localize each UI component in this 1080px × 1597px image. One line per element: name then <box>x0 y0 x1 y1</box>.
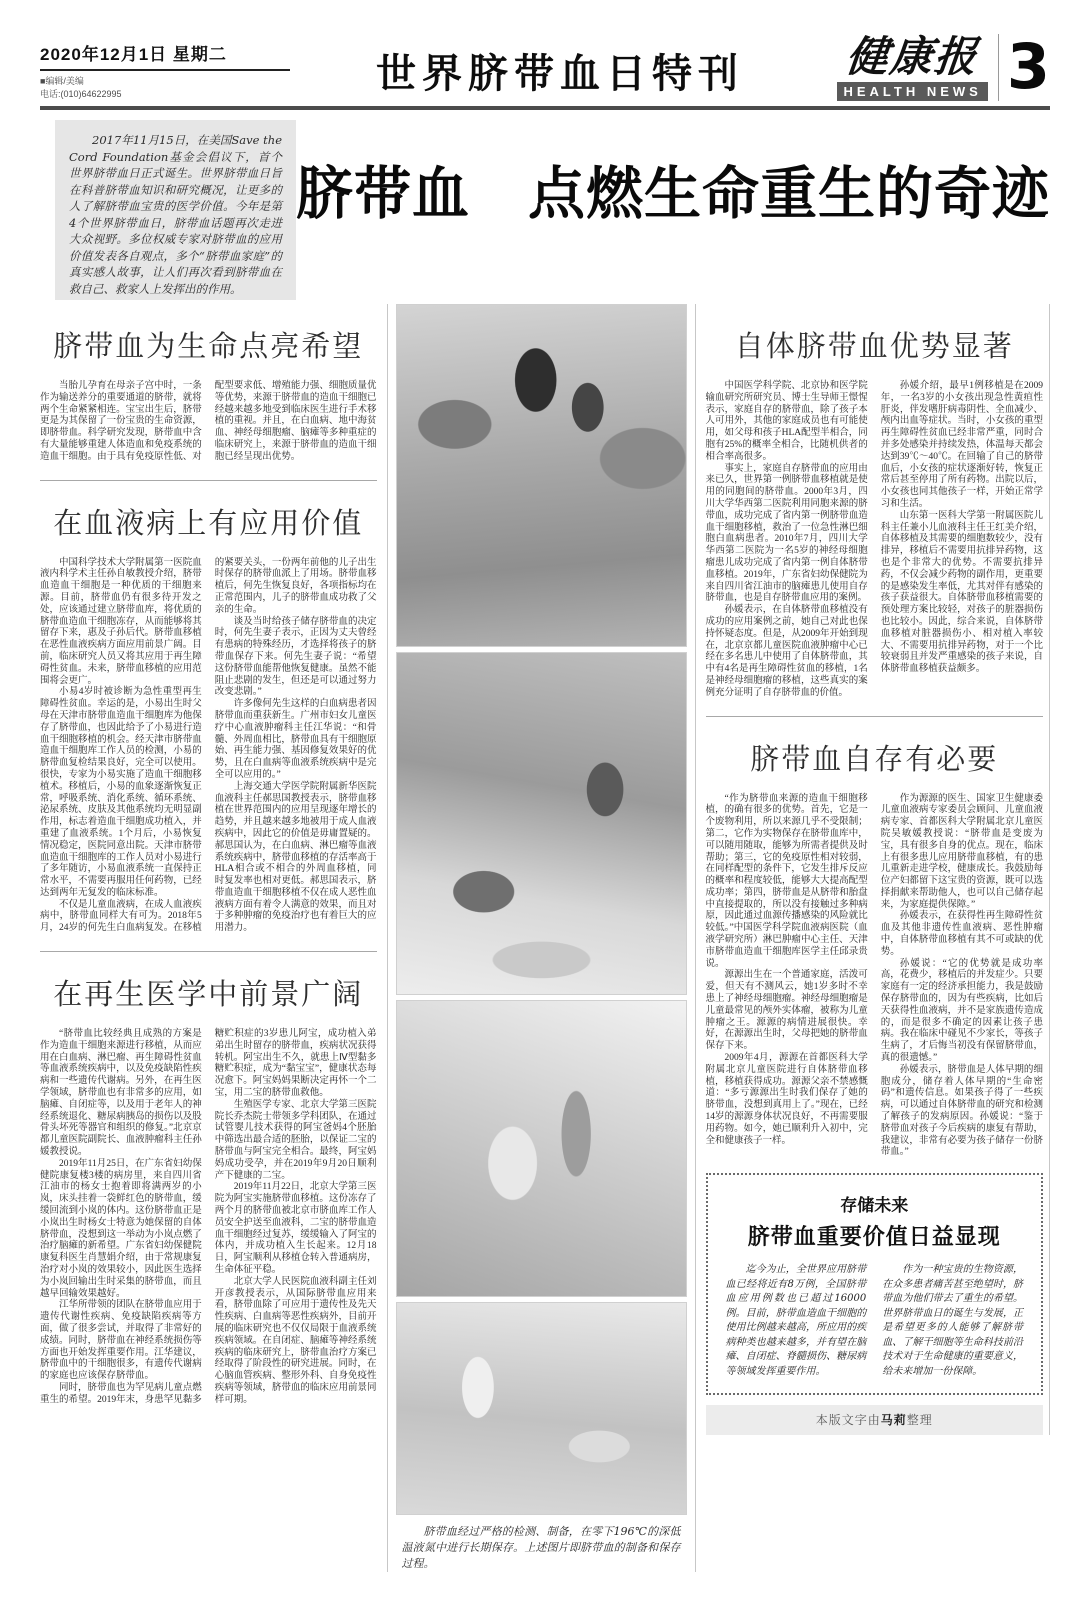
paragraph: 孙媛表示，脐带血是人体早期的细胞成分，储存着人体早期的“生命密码”和遗传信息。如果孩子得了一些疾病，可以通过自体脐带血的研究和检测了解孩子的发病原因。孙媛说：“鉴于脐带血对孩子今后疾病的康复有帮助，我建议，非常有必要为孩子储存一份脐带血。” <box>880 1064 1043 1158</box>
photo-technician-sample-rack <box>396 1000 687 1297</box>
edition-title: 世界脐带血日特刊 <box>376 51 744 97</box>
paragraph: 孙媛表示，在获得性再生障碍性贫血及其他非遗传性血液病、恶性肿瘤中，自体脐带血移植有其不可或缺的优势。 <box>880 911 1043 957</box>
credit-prefix: 本版文字由 <box>815 1413 881 1428</box>
promo-body <box>726 1263 1024 1379</box>
paragraph: 北京大学人民医院血液科副主任刘开彦教授表示，从国际脐带血应用来看，脐带血除了可应用于遗传性及先天性疾病、白血病等恶性疾病外，目前开展的临床研究也不仅仅局限于血液系统疾病领域。在自闭症、脑瘫等神经系统疾病的临床研究上，脐带血治疗方案已经取得了阶段性的研究进展。同时，在心脑血管疾病、整形外科、自身免疫性疾病等领域，脐带血的临床应用前景同样可期。 <box>214 1276 377 1405</box>
paragraph: 孙媛介绍，最早1例移植是在2009年，一名3岁的小女孩出现急性黄疸性肝炎，伴发嗜肝病毒阴性、全血减少、颅内出血等症状。当时，小女孩的重型再生障碍性贫血已经非常严重，同时合并多处感染并持续发热，体温每天都会达到39℃～40℃。在回输了自己的脐带血后，小女孩的症状逐渐好转，恢复正常后甚至停用了所有药物。出院以后，小女孩也同其他孩子一样，开始正常学习和生活。 <box>880 381 1043 509</box>
article-self-storage-body <box>706 794 1044 1160</box>
editor-line: ■编辑/美编 <box>40 76 84 86</box>
masthead-left <box>40 34 290 101</box>
paragraph: 中国医学科学院、北京协和医学院输血研究所研究员、博士生导师王憬惺表示，家庭自存的脐带血，除了孩子本人可用外，其他的家庭成员也有可能使用，如父母和孩子HLA配型半相合，同胞有25%的概率全相合，比随机供者的相合率高很多。 <box>705 381 868 462</box>
credit-suffix: 整理 <box>906 1413 933 1428</box>
article-regenerative <box>40 972 377 1407</box>
article-hope-body <box>40 381 377 464</box>
paragraph: 中国科学技术大学附属第一医院血液内科学术主任孙自敏教授介绍，脐带血造血干细胞是一种优质的干细胞来源。目前，脐带血仍有很多待开发之处，应该通过建立脐带血库，将优质的脐带血造血干细胞冻存，从而能够将其留存下来，惠及子孙后代。脐带血移植在恶性血液疾病方面应用前景广阔。目前，临床研究人员又将其应用于再生障碍性贫血。未来，脐带血移植的应用范围将会更广。 <box>40 557 202 686</box>
article-blood-disease <box>40 501 377 936</box>
paragraph: 作为一种宝贵的生物资源，在众多患者痛苦甚至绝望时，脐带血为他们带去了重生的希望。世界脐带血日的诞生与发展，正是希望更多的人能够了解脐带血、了解干细胞等生命科技前沿技术对于生命健康的重要意义，给未来增加一份保障。 <box>882 1264 1023 1377</box>
promo-box <box>706 1173 1044 1395</box>
left-column <box>40 304 377 1407</box>
column-layout <box>0 300 1080 1572</box>
paragraph: 江华所带领的团队在脐带血应用于遗传代谢性疾病、免疫缺陷疾病等方面，做了很多尝试，并取得了非常好的成绩。同时，脐带血在神经系统损伤等方面也开始发挥重要作用。江华建议，脐带血中的干细胞很多，有遗传代谢病的家庭也应该保存脐带血。 <box>40 1300 202 1382</box>
photo-lab-processing-records <box>396 652 687 995</box>
article-autologous-advantage <box>706 324 1044 700</box>
paragraph: 2019年11月22日，北京大学第三医院为阿宝实施脐带血移植。这份冻存了两个月的脐带血被北京市脐血库工作人员安全护送至血液科，二宝的脐带血造血干细胞经过复苏，缓缓输入了阿宝的体内，并成功植入生长起来。12月18日，阿宝顺利从移植仓转入普通病房，生命体征平稳。 <box>214 1182 377 1276</box>
headline-area <box>296 120 1050 300</box>
page-number: 3 <box>998 34 1050 101</box>
right-column <box>706 304 1051 1435</box>
paragraph: 小易4岁时被诊断为急性重型再生障碍性贫血。幸运的是，小易出生时父母在天津市脐带血造血干细胞库为他保存了脐带血，也因此给予了小易进行造血干细胞移植的机会。经天津市脐带血造血干细胞库工作人员的检测，小易的脐带血复检结果良好，完全可以使用。很快，专家为小易实施了造血干细胞移植术。移植后，小易的血象逐渐恢复正常，呼吸系统、消化系统、循环系统、泌尿系统、皮肤及其他系统均无明显副作用，标志着造血干细胞成功植入，并重建了血液系统。1个月后，小易恢复情况稳定，医院同意出院。天津市脐带血造血干细胞库的工作人员对小易进行了多年随访，小易血液系统一直保持正常水平，不需要再服用任何药物，已经达到两年无复发的临床标准。 <box>40 687 202 898</box>
photo-medical-team-cord-blood-bags <box>396 304 687 647</box>
promo-title-line2: 脐带血重要价值日益显现 <box>747 1225 1001 1251</box>
article-self-storage-title: 脐带血自存有必要 <box>750 741 999 776</box>
article-hope <box>40 324 377 464</box>
paragraph: 事实上，家庭自存脐带血的应用由来已久，世界第一例脐带血移植就是使用的同胞间的脐带血。2000年3月，四川大学华西第二医院利用同胞来源的脐带血，成功完成了省内第一例脐带血造血干细胞移植，救治了一位急性淋巴细胞白血病患者。2010年7月，四川大学华西第二医院为一名5岁的神经母细胞瘤患儿成功完成了省内第一例自体脐带血移植。2019年，广东省妇幼保健院为来自四川省江油市的脑瘫患儿使用自存脐带血，也是自存脐带血应用的案例。 <box>705 463 868 604</box>
masthead-right <box>830 30 1050 103</box>
paragraph: 山东第一医科大学第一附属医院儿科主任兼小儿血液科主任王红美介绍，自体移植及其需要的细胞数较少，没有排异，移植后不需要用抗排异药物，这也是个非常大的优势。不需要抗排异药，不仅会减少药物的副作用，更重要的是感染发生率低，尤其对伴有感染的孩子获益很大。自体脐带血移植需要的预处理方案比较轻，对孩子的脏器损伤也比较小。因此，综合来说，自体脐带血移植对脏器损伤小、相对植入率较大、不需要用抗排异药物，对于一个比较衰弱且并发严重感染的孩子来说，自体脐带血移植获益颇多。 <box>880 510 1043 675</box>
paragraph: “脐带血比较经典且成熟的方案是作为造血干细胞来源进行移植，从而应用在白血病、淋巴瘤、再生障碍性贫血等血液系统疾病中，以及免疫缺陷性疾病和一些遗传代谢病。另外，在再生医学领域，脐带血也有非常多的应用，如脑瘫、自闭症等，以及用于老年人的神经系统退化、糖尿病胰岛的损伤以及股骨头坏死等器官和组织的修复。”北京京都儿童医院副院长、血液肿瘤科主任孙媛教授说。 <box>40 1029 202 1158</box>
article-self-storage <box>706 737 1044 1160</box>
paragraph: 作为源源的医生、国家卫生健康委儿童血液病专家委员会顾问、儿童血液病专家、首都医科大学附属北京儿童医院吴敏媛教授说：“脐带血是变废为宝，具有很多自身的优点。现在，临床上有很多患儿应用脐带血移植，有的患儿重新走进学校，健康成长。我鼓励每位产妇都留下这宝贵的资源，既可以选择捐献来帮助他人，也可以自己储存起来，为家庭提供保障。” <box>880 793 1043 910</box>
paragraph: 孙媛表示，在自体脐带血移植没有成功的应用案例之前，她自己对此也保持怀疑态度。但是，从2009年开始到现在，北京京都儿童医院血液肿瘤中心已经在多名患儿中使用了自体脐带血，其中有4名是再生障碍性贫血的移植，1名是神经母细胞瘤的移植，这些真实的案例充分证明了自存脐带血的价值。 <box>705 605 868 698</box>
paragraph: 孙媛说：“它的优势就是成功率高，花费少，移植后的并发症少。只要家庭有一定的经济承担能力，我是鼓励保存脐带血的，因为有些疾病，比如后天获得性血液病，并不是家族遗传造成的，而是很多不确定的因素让孩子患病。我在临床中碰见不少家长，等孩子生病了，才后悔当初没有保留脐带血，真的很遗憾。” <box>880 958 1043 1064</box>
credit-name: 马莉 <box>880 1413 907 1428</box>
article-blood-disease-title: 在血液病上有应用价值 <box>53 505 364 540</box>
section-divider <box>706 716 1044 717</box>
photo-liquid-nitrogen-storage-room <box>396 1302 687 1515</box>
article-hope-title: 脐带血为生命点亮希望 <box>53 329 364 363</box>
photo-column <box>387 304 696 1572</box>
section-divider <box>40 951 377 952</box>
intro-box: 2017年11月15日，在美国Save the Cord Foundation基金会倡议下，首个世界脐带血日正式诞生。世界脐带血日旨在科普脐带血知识和研究概况，让更多的人了解脐带血宝贵的医学价值。今年是第4个世界脐带血日，脐带血话题再次走进大众视野。多位权威专家对脐带血的应用价值发表各自观点，多个“脐带血家庭”的真实感人故事，让人们再次看到脐带血在救自己、救家人上发挥出的作用。 <box>55 120 296 300</box>
paragraph: 2019年11月25日，在广东省妇幼保健院康复楼3楼的病房里，来自四川省江油市的杨女士抱着即将满两岁的小岚，床头挂着一袋鲜红色的脐带血，缓缓回流到小岚的体内。这份脐带血正是小岚出生时杨女士特意为她保留的自体脐带血，没想到这一举动为小岚点燃了治疗脑瘫的新希望。广东省妇幼保健院康复科医生肖慧娟介绍，由于常规康复治疗对小岚的效果较小，因此医生选择为小岚回输出生时采集的脐带血，而且越早回输效果越好。 <box>40 1158 202 1299</box>
issue-date: 2020年12月1日 星期二 <box>40 40 290 71</box>
credit-bar <box>706 1405 1044 1435</box>
masthead <box>0 0 1080 104</box>
paragraph: 上海交通大学医学院附属新华医院血液科主任郝思国教授表示，脐带血移植在世界范围内的应用呈现逐年增长的趋势，并且越来越多地被用于成人血液疾病中，因此它的价值是毋庸置疑的。郝思国认为，在白血病、淋巴瘤等血液系统疾病中，脐带血移植的存活率高于HLA相合或不相合的外周血移植，同时复发率也相对更低。郝思国表示，脐带血造血干细胞移植不仅在成人恶性血液病方面有着令人满意的效果，而且对于多种肿瘤的免疫治疗也有着巨大的应用潜力。 <box>214 781 377 934</box>
promo-title-line1: 存储未来 <box>840 1196 909 1217</box>
main-headline: 脐带血 点燃生命重生的奇迹 <box>296 161 1050 227</box>
paragraph: 同时，脐带血也为罕见病儿童点燃重生的希望。2019年末，身患罕见黏多糖贮积症的3岁患儿阿宝，成功植入弟弟出生时留存的脐带血，疾病状况获得转机。阿宝出生不久，就患上Ⅳ型黏多糖贮积症，成为“黏宝宝”，健康状态每况愈下。阿宝妈妈果断决定再怀一个二宝，用二宝的脐带血救他。 <box>40 1029 377 1405</box>
paragraph: 许多像何先生这样的白血病患者因脐带血而重获新生。广州市妇女儿童医疗中心血液肿瘤科主任江华说：“和骨髓、外周血相比，脐带血具有干细胞原始、再生能力强、基因修复效果好的优势，且在白血病等血液系统疾病中是完全可以应用的。” <box>214 699 377 780</box>
article-blood-disease-body <box>40 558 377 936</box>
paragraph: 源源出生在一个普通家庭，活泼可爱，但天有不测风云，她1岁多时不幸患上了神经母细胞瘤。神经母细胞瘤是儿童最常见的颅外实体瘤，被称为儿童肿瘤之王。源源的病情进展很快。幸好，在源源出生时，父母把她的脐带血保存下来。 <box>705 970 868 1052</box>
article-regenerative-body <box>40 1029 377 1407</box>
phone-line: 电话:(010)64622995 <box>40 89 122 99</box>
paragraph: “作为脐带血来源的造血干细胞移植，的确有很多的优势。首先，它是一个废物利用，所以来源几乎不受限制；第二，它作为实物保存在脐带血库中，可以随用随取，能够为所需者提供及时帮助；第三，它的免疫原性相对较弱，在同样配型的条件下，它发生排斥反应的概率和程度较低，能够大大提高配型成功率；第四，脐带血是从脐带和胎盘中直接提取的，所以没有接触过多种病原，因此通过血源传播感染的风险就比较低。”中国医学科学院血液病医院（血液学研究所）淋巴肿瘤中心主任、天津市脐带血造血干细胞库医学主任邱录贵说。 <box>705 793 868 969</box>
paragraph: 谈及当时给孩子储存脐带血的决定时，何先生妻子表示，正因为丈夫曾经有患病的特殊经历，才选择将孩子的脐带血保存下来。何先生妻子说：“希望这份脐带血能帮他恢复健康。虽然不能阻止悲剧的发生，但还是可以通过努力改变悲剧。” <box>214 616 377 698</box>
brand-logo: 健康报 <box>844 32 982 81</box>
paragraph: 2009年4月，源源在首都医科大学附属北京儿童医院进行自体脐带血移植，移植获得成功。源源父亲不禁感慨道：“多亏源源出生时我们保存了她的脐带血，没想到真用上了。”现在，已经14岁的源源身体状况良好，不再需要服用药物。如今，她已顺利升入初中，完全和健康孩子一样。 <box>705 1053 868 1146</box>
top-zone <box>0 110 1080 300</box>
brand-block <box>837 34 995 101</box>
article-regenerative-title: 在再生医学中前景广阔 <box>53 977 364 1012</box>
paragraph: 迄今为止，全世界应用脐带血已经将近有8万例，全国脐带血应用例数也已超过16000例。目前，脐带血造血干细胞的使用比例越来越高，所应用的疾病种类也越来越多，并有望在脑瘫、自闭症、脊髓损伤、糖尿病等领域发挥重要作用。 <box>725 1264 867 1377</box>
brand-english-bar: HEALTH NEWS <box>837 82 987 101</box>
paragraph: 当胎儿孕育在母亲子宫中时，一条作为输送养分的重要通道的脐带，就将两个生命紧紧相连。宝宝出生后，脐带更是为其保留了一份宝贵的生命资源，即脐带血。科学研究发现，脐带血中含有大量能够重建人体造血和免疫系统的造血干细胞。由于具有免疫原性低、对配型要求低、增殖能力强、细胞质量优等优势，来源于脐带血的造血干细胞已经越来越多地受到临床医生进行手术移植的重视。并且，在白血病、地中海贫血、神经母细胞瘤、脑瘫等多种重症的临床研究上，来源于脐带血的造血干细胞已经呈现出优势。 <box>40 381 377 462</box>
photo-caption: 脐带血经过严格的检测、制备，在零下196℃的深低温液氮中进行长期保存。上述图片即脐带血的制备和保存过程。 <box>401 1525 681 1570</box>
paragraph: 生殖医学专家、北京大学第三医院院长乔杰院士带领多学科团队，在通过试管婴儿技术获得的阿宝爸妈4个胚胎中筛选出最合适的胚胎，以保证二宝的脐带血与阿宝完全相合。最终，阿宝妈妈成功受孕，并在2019年9月20日顺利产下健康的二宝。 <box>214 1099 377 1181</box>
article-autologous-advantage-body <box>706 381 1044 700</box>
section-divider <box>40 480 377 481</box>
article-autologous-advantage-title: 自体脐带血优势显著 <box>734 329 1014 363</box>
paragraph: 不仅是儿童血液病，在成人血液疾病中，脐带血同样大有可为。2018年5月，24岁的何先生白血病复发。在移植的紧要关头，一份两年前他的儿子出生时保存的脐带血派上了用场。脐带血移植后，何先生恢复良好，各项指标均在正常范围内，儿子的脐带血成功救了父亲的生命。 <box>40 557 377 934</box>
